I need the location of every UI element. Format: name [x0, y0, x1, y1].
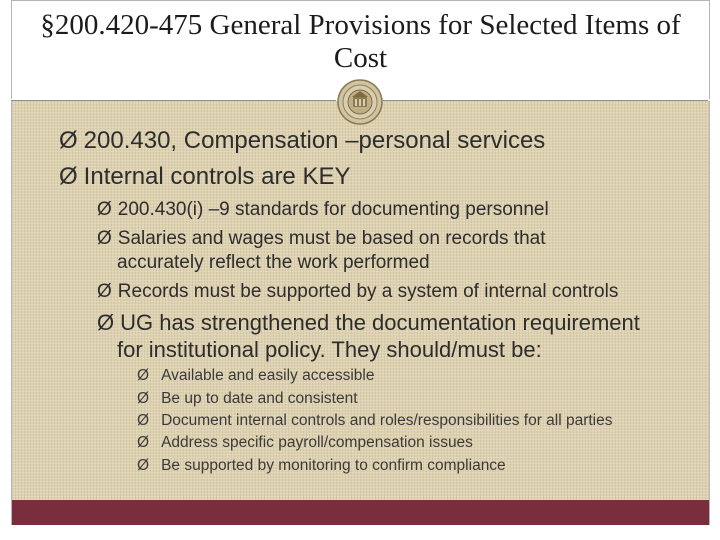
bullet-text: 200.430, Compensation –personal services: [83, 127, 546, 154]
sub-bullet-ug: [97, 310, 640, 336]
bullet-text: Salaries and wages must be based on records that: [117, 228, 546, 249]
bullet-compensation: [59, 127, 545, 155]
arrow-bullet-icon: Ø: [59, 127, 78, 154]
arrow-bullet-icon: Ø: [137, 457, 150, 474]
list-item: [137, 366, 374, 385]
list-item: [137, 389, 358, 408]
bullet-text: Internal controls are KEY: [83, 163, 351, 190]
bullet-internal-controls: [59, 163, 350, 191]
bullet-text: Document internal controls and roles/responsibilities for all parties: [161, 412, 613, 429]
sub-bullet-records: [97, 280, 618, 303]
arrow-bullet-icon: Ø: [97, 199, 112, 220]
bullet-text: Address specific payroll/compensation issues: [161, 434, 473, 451]
bullet-text: 200.430(i) –9 standards for documenting personnel: [117, 199, 549, 220]
list-item: [137, 433, 473, 452]
arrow-bullet-icon: Ø: [97, 228, 112, 249]
list-item: [137, 456, 506, 475]
slide-title: §200.420-475 General Provisions for Selected Items of Cost: [40, 9, 681, 74]
sub-bullet-salaries: [97, 227, 546, 250]
content-panel: [11, 101, 710, 500]
sub-bullet-salaries-continued: accurately reflect the work performed: [117, 252, 430, 273]
arrow-bullet-icon: Ø: [97, 310, 115, 335]
bullet-text: UG has strengthened the documentation requirement: [120, 310, 640, 335]
bullet-text: Be up to date and consistent: [161, 390, 358, 407]
footer-bar: [11, 500, 710, 525]
list-item: [137, 411, 613, 430]
arrow-bullet-icon: Ø: [137, 367, 150, 384]
seal-icon: [337, 79, 383, 125]
bullet-text: Available and easily accessible: [161, 367, 375, 384]
arrow-bullet-icon: Ø: [97, 281, 112, 302]
arrow-bullet-icon: Ø: [137, 434, 150, 451]
bullet-text: Records must be supported by a system of internal controls: [117, 281, 619, 302]
sub-bullet-standards: [97, 198, 549, 221]
sub-bullet-ug-continued: for institutional policy. They should/must be:: [117, 337, 542, 362]
bullet-text: Be supported by monitoring to confirm compliance: [161, 457, 506, 474]
arrow-bullet-icon: Ø: [59, 163, 78, 190]
arrow-bullet-icon: Ø: [137, 412, 150, 429]
arrow-bullet-icon: Ø: [137, 390, 150, 407]
